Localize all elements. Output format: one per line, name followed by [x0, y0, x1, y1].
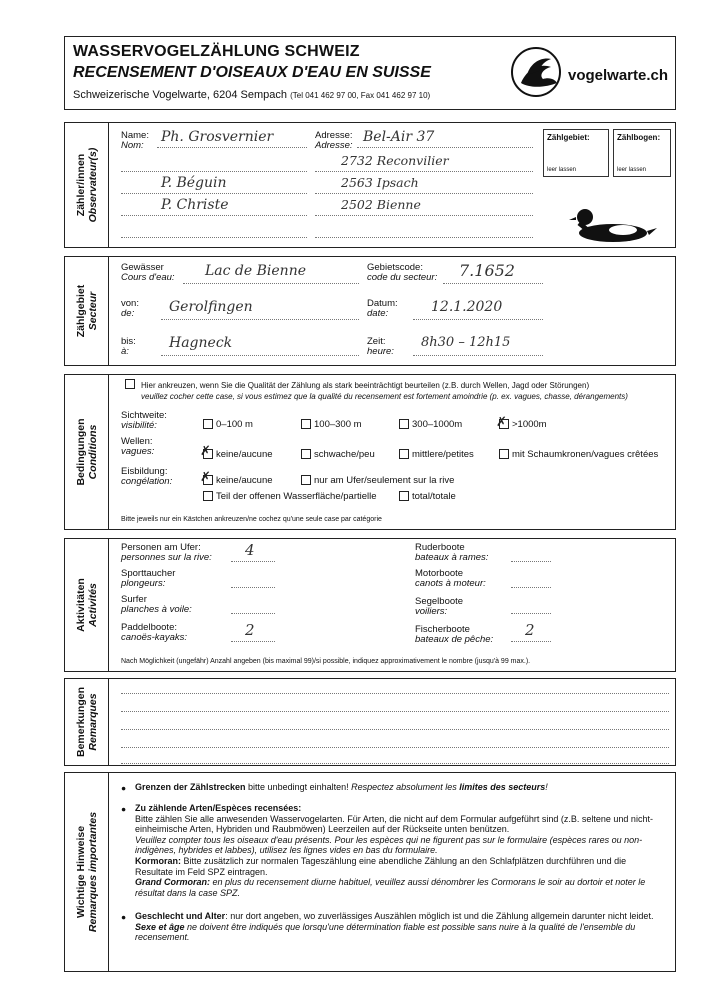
note-sex-age: Geschlecht und Alter: nur dort angeben, wo zuverlässiges Auszählen möglich ist und die Zählung allgemein darunter nicht leidet. Sexe et âge ne doivent être indiqués que lorsqu'une détermination fiable est possible sans nuire à la qualité de l'ensemble du recensement.	[135, 911, 654, 943]
section-conditions	[64, 374, 676, 530]
section-remarks	[64, 678, 676, 766]
bullet-icon: ●	[121, 912, 127, 922]
checkmark-icon: ✗	[200, 444, 211, 459]
shore-label: Personen am Ufer: personnes sur la rive:	[121, 542, 212, 563]
dotline	[231, 641, 275, 642]
dotline	[121, 215, 307, 216]
waves-option-label: schwache/peu	[314, 449, 375, 460]
dotline	[511, 613, 551, 614]
waves-option-label: keine/aucune	[216, 449, 273, 460]
ice-shore-checkbox[interactable]	[301, 475, 311, 485]
name-label: Name: Nom:	[121, 130, 149, 151]
visibility-option-label: 300–1000m	[412, 419, 463, 430]
visibility-option-label: 100–300 m	[314, 419, 362, 430]
fish-value: 2	[525, 621, 535, 639]
code-label: Gebietscode: code du secteur:	[367, 262, 438, 283]
paddle-label: Paddelboote: canoës-kayaks:	[121, 622, 188, 643]
observer-name-1: Ph. Grosvernier	[161, 129, 274, 145]
dotline	[315, 171, 533, 172]
shore-value: 4	[245, 541, 255, 559]
section-activities	[64, 538, 676, 672]
quality-note-fr: veuillez cocher cette case, si vous estimez que la qualité du recensement est fortement amoindrie (p. ex. vagues, chasse, dérangements)	[141, 392, 628, 401]
rowing-label: Ruderboote bateaux à rames:	[415, 542, 489, 563]
remarks-line[interactable]	[121, 693, 669, 694]
to-value: Hagneck	[169, 335, 233, 351]
section-important-notes	[64, 772, 676, 972]
dotline	[121, 193, 307, 194]
dotline	[511, 587, 551, 588]
waves-option-label: mit Schaumkronen/vagues crêtées	[512, 449, 659, 460]
time-value: 8h30 – 12h15	[421, 335, 511, 350]
checkmark-icon: ✗	[496, 415, 507, 430]
visibility-300-1000-checkbox[interactable]	[399, 419, 409, 429]
checkmark-icon: ✗	[200, 470, 211, 485]
vogelwarte-logo-icon	[511, 47, 561, 97]
dotline	[231, 587, 275, 588]
from-value: Gerolfingen	[169, 299, 253, 315]
dotline	[413, 319, 543, 320]
observer-address-3: 2563 Ipsach	[341, 175, 419, 190]
date-label: Datum: date:	[367, 298, 398, 319]
ice-total-checkbox[interactable]	[399, 491, 409, 501]
paddle-value: 2	[245, 621, 255, 639]
ice-label: Eisbildung: congélation:	[121, 466, 173, 487]
dotline	[121, 237, 307, 238]
observer-address-2: 2732 Reconvilier	[341, 153, 449, 168]
dotline	[183, 283, 359, 284]
section-activities-side: Aktivitäten Activités	[65, 539, 109, 671]
address-label: Adresse: Adresse:	[315, 130, 353, 151]
water-label: Gewässer Cours d'eau:	[121, 262, 175, 283]
to-label: bis: à:	[121, 336, 136, 357]
visibility-0-100-checkbox[interactable]	[203, 419, 213, 429]
duck-illustration-icon	[565, 203, 661, 247]
section-remarks-side: Bemerkungen Remarques	[65, 679, 109, 765]
visibility-label: Sichtweite: visibilité:	[121, 410, 167, 431]
waves-option-label: mittlere/petites	[412, 449, 474, 460]
bullet-icon: ●	[121, 783, 127, 793]
ice-option-label: Teil der offenen Wasserfläche/partielle	[216, 491, 377, 502]
org-phone: (Tel 041 462 97 00, Fax 041 462 97 10)	[290, 91, 431, 100]
dotline	[443, 283, 543, 284]
form-header	[64, 36, 676, 110]
sail-label: Segelboote voiliers:	[415, 596, 464, 617]
section-sector-side: Zählgebiet Secteur	[65, 257, 109, 365]
zaehlbogen-box: Zählbogen: leer lassen	[613, 129, 671, 177]
remarks-line[interactable]	[121, 747, 669, 748]
remarks-line[interactable]	[121, 763, 669, 764]
bullet-icon: ●	[121, 804, 127, 814]
waves-weak-checkbox[interactable]	[301, 449, 311, 459]
visibility-option-label: >1000m	[512, 419, 547, 430]
dotline	[511, 561, 551, 562]
side-label-de: Zähler/innen	[74, 153, 87, 217]
section-sector	[64, 256, 676, 366]
zaehlgebiet-box: Zählgebiet: leer lassen	[543, 129, 609, 177]
dotline	[121, 171, 307, 172]
quality-note-de: Hier ankreuzen, wenn Sie die Qualität der Zählung als stark beeinträchtigt beurteilen (z.B. durch Wellen, Jagd oder Störungen)	[141, 381, 590, 390]
waves-label: Wellen: vagues:	[121, 436, 155, 457]
motor-label: Motorboote canots à moteur:	[415, 568, 486, 589]
ice-option-label: keine/aucune	[216, 475, 273, 486]
divers-label: Sporttaucher plongeurs:	[121, 568, 176, 589]
remarks-line[interactable]	[121, 729, 669, 730]
visibility-100-300-checkbox[interactable]	[301, 419, 311, 429]
title-french: RECENSEMENT D'OISEAUX D'EAU EN SUISSE	[73, 64, 431, 81]
from-label: von: de:	[121, 298, 139, 319]
dotline	[157, 147, 307, 148]
waves-medium-checkbox[interactable]	[399, 449, 409, 459]
ice-option-label: total/totale	[412, 491, 456, 502]
dotline	[161, 355, 359, 356]
section-conditions-side: Bedingungen Conditions	[65, 375, 109, 529]
note-species: Zu zählende Arten/Espèces recensées: Bitte zählen Sie alle anwesenden Wasservogelarten. Für Arten, die nicht auf dem Formular aufgeführt sind (z.B. seltene und nicht-einheimische Arten, Hybriden und Raubmöwen) Leerzeilen auf der Rückseite unten benützen. Veuillez compter tous les oiseaux d'eau présents. Pour les espèces qui ne figurent pas sur le formulaire (espèces rares ou non-indigènes, hybrides et labbes), utilisez les lignes vides en bas du formulaire. Kormoran: Bitte zusätzlich zur normalen Tageszählung eine abendliche Zählung an den Schlafplätzen durchführen und die Resultate im Feld SPZ eintragen. Grand Cormoran: en plus du recensement diurne habituel, veuillez aussi dénombrer les Cormorans le soir au dortoir et noter le résultat dans la case SPZ.	[135, 803, 653, 898]
dotline	[413, 355, 543, 356]
org-name: Schweizerische Vogelwarte, 6204 Sempach	[73, 89, 288, 101]
quality-impaired-checkbox[interactable]	[125, 379, 135, 389]
ice-option-label: nur am Ufer/seulement sur la rive	[314, 475, 455, 486]
fish-label: Fischerboote bateaux de pêche:	[415, 624, 494, 645]
dotline	[231, 613, 275, 614]
ice-partial-checkbox[interactable]	[203, 491, 213, 501]
surf-label: Surfer planches à voile:	[121, 594, 192, 615]
logo-text: vogelwarte.ch	[568, 67, 669, 84]
activities-footer: Nach Möglichkeit (ungefähr) Anzahl angeben (bis maximal 99)/si possible, indiquez approximativement le nombre (jusqu'à 99 max.).	[121, 658, 531, 665]
dotline	[357, 147, 533, 148]
waves-whitecaps-checkbox[interactable]	[499, 449, 509, 459]
date-value: 12.1.2020	[431, 299, 503, 315]
observer-address-1: Bel-Air 37	[363, 129, 435, 145]
dotline	[161, 319, 359, 320]
dotline	[315, 237, 533, 238]
note-sector-limits: Grenzen der Zählstrecken bitte unbedingt einhalten! Respectez absolument les limites des secteurs!	[135, 782, 548, 792]
observer-name-3: P. Christe	[161, 197, 229, 213]
remarks-line[interactable]	[121, 711, 669, 712]
dotline	[511, 641, 551, 642]
dotline	[315, 215, 533, 216]
dotline	[315, 193, 533, 194]
title-german: WASSERVOGELZÄHLUNG SCHWEIZ	[73, 43, 360, 60]
dotline	[231, 561, 275, 562]
side-label-fr: Observateur(s)	[86, 147, 99, 223]
section-observers	[64, 122, 676, 248]
observer-address-4: 2502 Bienne	[341, 197, 421, 212]
visibility-option-label: 0–100 m	[216, 419, 253, 430]
water-value: Lac de Bienne	[205, 263, 307, 279]
time-label: Zeit: heure:	[367, 336, 394, 357]
code-value: 7.1652	[459, 261, 515, 280]
observer-name-2: P. Béguin	[161, 175, 227, 191]
conditions-footer: Bitte jeweils nur ein Kästchen ankreuzen/ne cochez qu'une seule case par catégorie	[121, 516, 382, 523]
org-address	[73, 89, 430, 101]
section-notes-side: Wichtige Hinweise Remarques importantes	[65, 773, 109, 971]
